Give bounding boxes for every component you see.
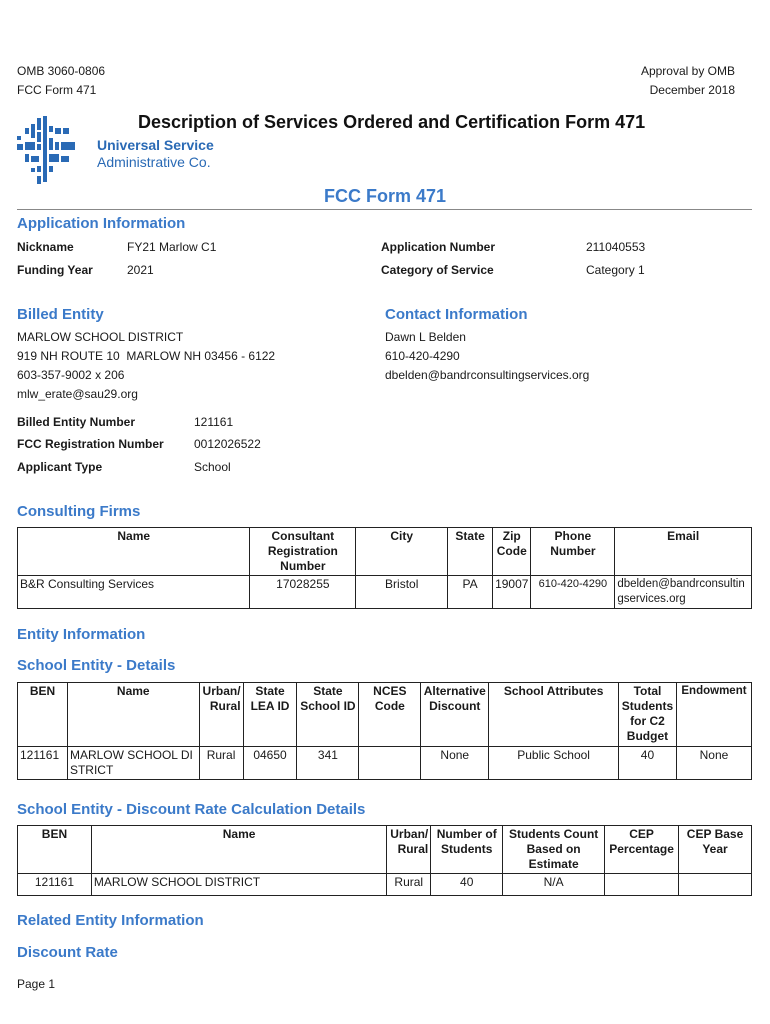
category-value: Category 1 (586, 263, 645, 277)
contact-email: dbelden@bandrconsultingservices.org (385, 368, 590, 382)
cell-state-lea-id: 04650 (243, 747, 297, 780)
school-entity-details-table (17, 682, 752, 780)
cell-zip: 19007 (493, 576, 531, 609)
table-row (18, 747, 752, 780)
col-header-name: Name (91, 826, 386, 874)
col-header-alternative-discount: Alternative Discount (421, 683, 489, 747)
col-header-ben: BEN (18, 683, 68, 747)
table-header-row (18, 528, 752, 576)
cell-state-school-id: 341 (297, 747, 359, 780)
cell-state: PA (448, 576, 493, 609)
cell-urban-rural: Rural (199, 747, 243, 780)
ben-label: Billed Entity Number (17, 415, 136, 429)
cell-alternative-discount: None (421, 747, 489, 780)
cell-phone: 610-420-4290 (531, 576, 615, 609)
cell-cep-percentage (605, 874, 679, 896)
cell-crn: 17028255 (250, 576, 356, 609)
col-header-number-of-students: Number of Students (431, 826, 503, 874)
col-header-name: Name (67, 683, 199, 747)
contact-phone: 610-420-4290 (385, 349, 460, 363)
section-discount-rate-calculation: School Entity - Discount Rate Calculation Details (17, 801, 366, 818)
col-header-total-students: Total Students for C2 Budget (618, 683, 676, 747)
approval-date: December 2018 (649, 83, 735, 97)
cell-nces-code (359, 747, 421, 780)
col-header-state: State (448, 528, 493, 576)
fcc-registration-value: 0012026522 (194, 437, 261, 451)
cell-cep-base-year (679, 874, 752, 896)
col-header-phone: Phone Number (531, 528, 615, 576)
contact-name: Dawn L Belden (385, 330, 466, 344)
col-header-state-school-id: State School ID (297, 683, 359, 747)
table-header-row (18, 826, 752, 874)
logo-text-line1: Universal Service (97, 137, 214, 153)
col-header-crn: Consultant Registration Number (250, 528, 356, 576)
nickname-label: Nickname (17, 240, 74, 254)
cell-city: Bristol (356, 576, 448, 609)
cell-estimate: N/A (503, 874, 605, 896)
col-header-state-lea-id: State LEA ID (243, 683, 297, 747)
section-application-information: Application Information (17, 215, 186, 232)
consulting-firms-table (17, 527, 752, 609)
funding-year-value: 2021 (127, 263, 154, 277)
nickname-value: FY21 Marlow C1 (127, 240, 217, 254)
usac-logo (17, 116, 217, 186)
application-number-label: Application Number (381, 240, 496, 254)
table-row (18, 576, 752, 609)
cell-name: MARLOW SCHOOL DISTRICT (67, 747, 199, 780)
document-title: Description of Services Ordered and Certification Form 471 (138, 112, 646, 132)
fcc-registration-label: FCC Registration Number (17, 437, 164, 451)
ben-value: 121161 (194, 415, 234, 429)
section-contact-information: Contact Information (385, 306, 528, 323)
cell-ben: 121161 (18, 747, 68, 780)
col-header-urban-rural: Urban/ Rural (387, 826, 431, 874)
cell-name: MARLOW SCHOOL DISTRICT (91, 874, 386, 896)
cell-urban-rural: Rural (387, 874, 431, 896)
category-label: Category of Service (381, 263, 494, 277)
cell-ben: 121161 (18, 874, 92, 896)
form-heading: FCC Form 471 (323, 186, 447, 206)
section-related-entity-information: Related Entity Information (17, 912, 204, 929)
table-header-row (18, 683, 752, 747)
form-short-name: FCC Form 471 (17, 83, 97, 97)
cell-number-of-students: 40 (431, 874, 503, 896)
section-entity-information: Entity Information (17, 626, 146, 643)
section-consulting-firms: Consulting Firms (17, 503, 141, 520)
cell-total-students: 40 (618, 747, 676, 780)
application-number-value: 211040553 (586, 240, 646, 254)
billed-entity-phone: 603-357-9002 x 206 (17, 368, 125, 382)
col-header-cep-percentage: CEP Percentage (605, 826, 679, 874)
col-header-urban-rural: Urban/ Rural (199, 683, 243, 747)
cell-name: B&R Consulting Services (18, 576, 250, 609)
table-row (18, 874, 752, 896)
col-header-zip: Zip Code (493, 528, 531, 576)
col-header-endowment: Endowment (676, 683, 751, 747)
logo-text-line2: Administrative Co. (97, 154, 211, 170)
heading-divider (17, 209, 752, 210)
applicant-type-label: Applicant Type (17, 460, 103, 474)
col-header-city: City (356, 528, 448, 576)
section-discount-rate: Discount Rate (17, 944, 118, 961)
billed-entity-name: MARLOW SCHOOL DISTRICT (17, 330, 184, 344)
section-school-entity-details: School Entity - Details (17, 657, 176, 674)
col-header-ben: BEN (18, 826, 92, 874)
cell-endowment: None (676, 747, 751, 780)
usac-logo-mark-icon (17, 116, 92, 186)
omb-number: OMB 3060-0806 (17, 64, 106, 78)
omb-approval: Approval by OMB (640, 64, 735, 78)
col-header-nces-code: NCES Code (359, 683, 421, 747)
section-billed-entity: Billed Entity (17, 306, 104, 323)
col-header-estimate: Students Count Based on Estimate (503, 826, 605, 874)
col-header-cep-base-year: CEP Base Year (679, 826, 752, 874)
applicant-type-value: School (194, 460, 231, 474)
funding-year-label: Funding Year (17, 263, 93, 277)
billed-entity-address: 919 NH ROUTE 10 MARLOW NH 03456 - 6122 (17, 349, 276, 363)
col-header-school-attributes: School Attributes (489, 683, 619, 747)
col-header-email: Email (615, 528, 752, 576)
discount-rate-calculation-table (17, 825, 752, 896)
page-number: Page 1 (17, 977, 56, 991)
cell-school-attributes: Public School (489, 747, 619, 780)
col-header-name: Name (18, 528, 250, 576)
cell-email: dbelden@bandrconsultingservices.org (615, 576, 752, 609)
billed-entity-email: mlw_erate@sau29.org (17, 387, 138, 401)
